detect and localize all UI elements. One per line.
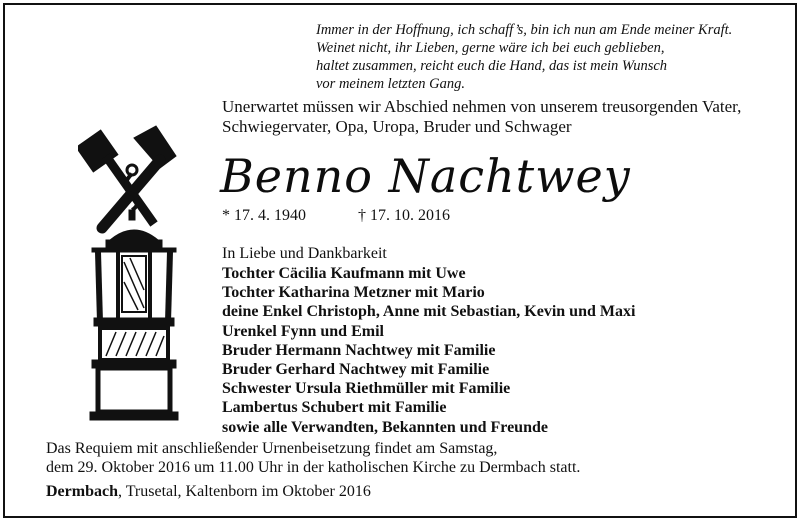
poem-line: haltet zusammen, reicht euch die Hand, das ist mein Wunsch <box>316 58 668 74</box>
life-dates <box>222 206 450 226</box>
mourner-entry: Tochter Katharina Metzner mit Mario <box>222 284 485 302</box>
intro-line: Unerwartet müssen wir Abschied nehmen von unserem treusorgenden Vater, <box>222 97 742 116</box>
service-line: dem 29. Oktober 2016 um 11.00 Uhr in der katholischen Kirche zu Dermbach statt. <box>46 459 581 476</box>
death-date: † 17. 10. 2016 <box>358 207 450 224</box>
mourner-entry: deine Enkel Christoph, Anne mit Sebastian, Kevin und Maxi <box>222 303 636 321</box>
service-line: Das Requiem mit anschließender Urnenbeisetzung findet am Samstag, <box>46 440 498 457</box>
poem-line: vor meinem letzten Gang. <box>316 76 465 92</box>
place-and-date <box>46 482 371 501</box>
deceased-name: Benno Nachtwey <box>220 149 631 203</box>
mourner-entry: Urenkel Fynn und Emil <box>222 322 384 340</box>
mourners-list <box>222 264 635 437</box>
mourner-entry: Bruder Hermann Nachtwey mit Familie <box>222 341 496 359</box>
mourner-entry: Tochter Cäcilia Kaufmann mit Uwe <box>222 265 466 282</box>
poem-line: Immer in der Hoffnung, ich schaff’s, bin ich nun am Ende meiner Kraft. <box>316 22 733 38</box>
birth-date: * 17. 4. 1940 <box>222 207 306 224</box>
poem <box>316 21 786 93</box>
mourner-entry: Lambertus Schubert mit Familie <box>222 399 447 417</box>
place-town: Dermbach <box>46 483 118 500</box>
mourners-heading: In Liebe und Dankbarkeit <box>222 245 387 262</box>
intro-line: Schwiegervater, Opa, Uropa, Bruder und Schwager <box>222 117 572 136</box>
mourner-entry: Schwester Ursula Riethmüller mit Familie <box>222 380 511 398</box>
intro-text <box>222 97 782 137</box>
pick-icon <box>102 126 176 228</box>
poem-line: Weinet nicht, ihr Lieben, gerne wäre ich bei euch geblieben, <box>316 40 665 56</box>
service-info <box>46 439 786 477</box>
place-rest: , Trusetal, Kaltenborn im Oktober 2016 <box>117 483 371 500</box>
mourner-entry: sowie alle Verwandten, Bekannten und Freunde <box>222 418 548 436</box>
mourner-entry: Bruder Gerhard Nachtwey mit Familie <box>222 361 490 379</box>
miners-lamp-emblem-icon <box>78 122 190 432</box>
